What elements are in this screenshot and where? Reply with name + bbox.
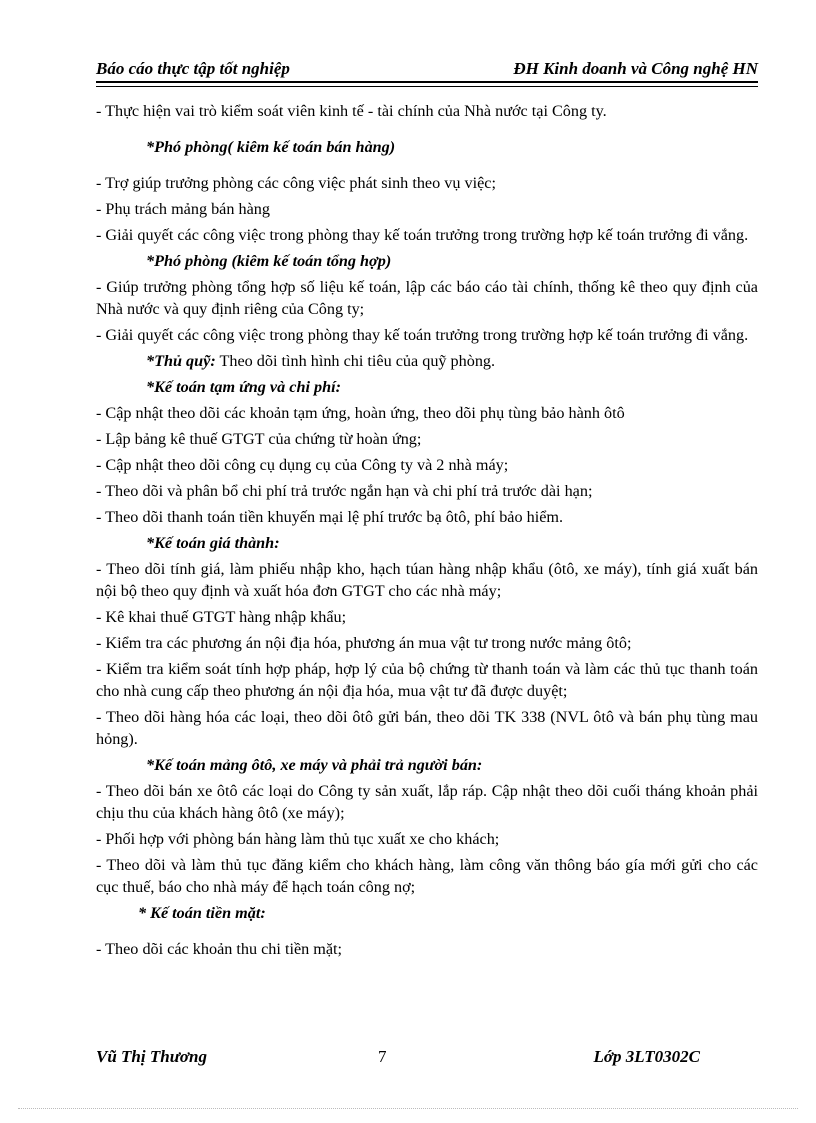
paragraph: - Cập nhật theo dõi các khoản tạm ứng, hoàn ứng, theo dõi phụ tùng bảo hành ôtô <box>96 404 625 422</box>
paragraph: - Theo dõi bán xe ôtô các loại do Công ty sản xuất, lắp ráp. Cập nhật theo dõi cuối tháng khoản phải chịu thu của khách hàng ôtô (xe máy); <box>96 782 758 822</box>
paragraph: - Phối hợp với phòng bán hàng làm thủ tục xuất xe cho khách; <box>96 830 500 848</box>
document-body <box>96 100 758 964</box>
paragraph: - Cập nhật theo dõi công cụ dụng cụ của Công ty và 2 nhà máy; <box>96 456 509 474</box>
paragraph: - Kê khai thuế GTGT hàng nhập khẩu; <box>96 608 347 626</box>
paragraph: - Theo dõi hàng hóa các loại, theo dõi ôtô gửi bán, theo dõi TK 338 (NVL ôtô và bán phụ tùng mau hỏng). <box>96 708 758 748</box>
section-heading: *Phó phòng( kiêm kế toán bán hàng) <box>146 138 396 156</box>
treasurer-text: Theo dõi tình hình chi tiêu của quỹ phòng. <box>215 352 496 370</box>
paragraph: - Trợ giúp trưởng phòng các công việc phát sinh theo vụ việc; <box>96 174 496 192</box>
paragraph: - Theo dõi thanh toán tiền khuyến mại lệ phí trước bạ ôtô, phí bảo hiểm. <box>96 508 564 526</box>
header-university: ĐH Kinh doanh và Công nghệ HN <box>513 59 758 78</box>
section-heading: *Kế toán giá thành: <box>146 534 280 552</box>
section-heading: *Phó phòng (kiêm kế toán tổng hợp) <box>146 252 392 270</box>
paragraph: - Kiểm tra kiểm soát tính hợp pháp, hợp lý của bộ chứng từ thanh toán và làm các thủ tục thanh toán cho nhà cung cấp theo phương án nội địa hóa, mua vật tư đã được duyệt; <box>96 660 758 700</box>
section-heading: *Kế toán mảng ôtô, xe máy và phải trả người bán: <box>146 756 483 774</box>
footer-page-number: 7 <box>378 1047 387 1066</box>
footer-class: Lớp 3LT0302C <box>593 1047 700 1066</box>
paragraph: - Giúp trưởng phòng tổng hợp số liệu kế toán, lập các báo cáo tài chính, thống kê theo quy định của Nhà nước và quy định riêng của Công ty; <box>96 278 758 318</box>
paragraph: - Giải quyết các công việc trong phòng thay kế toán trưởng trong trường hợp kế toán trưởng đi vắng. <box>96 326 749 344</box>
page-bottom-divider <box>18 1108 798 1109</box>
section-heading: *Kế toán tạm ứng và chi phí: <box>146 378 341 396</box>
page-header <box>96 56 758 82</box>
paragraph: - Kiểm tra các phương án nội địa hóa, phương án mua vật tư trong nước mảng ôtô; <box>96 634 632 652</box>
paragraph: - Lập bảng kê thuế GTGT của chứng từ hoàn ứng; <box>96 430 422 448</box>
header-rule-thin <box>96 86 758 87</box>
paragraph: - Giải quyết các công việc trong phòng thay kế toán trưởng trong trường hợp kế toán trưởng đi vắng. <box>96 226 749 244</box>
header-report-title: Báo cáo thực tập tốt nghiệp <box>96 59 290 78</box>
paragraph: - Thực hiện vai trò kiểm soát viên kinh tế - tài chính của Nhà nước tại Công ty. <box>96 102 607 120</box>
paragraph: - Theo dõi tính giá, làm phiếu nhập kho, hạch túan hàng nhập khẩu (ôtô, xe máy), tính giá xuất bán nội bộ theo quy định và xuất hóa đơn GTGT cho các nhà máy; <box>96 560 758 600</box>
paragraph: - Theo dõi và làm thủ tục đăng kiểm cho khách hàng, làm công văn thông báo gía mới gửi cho các cục thuế, báo cho nhà máy để hạch toán công nợ; <box>96 856 758 896</box>
paragraph: - Phụ trách mảng bán hàng <box>96 200 270 218</box>
section-heading: * Kế toán tiền mặt: <box>138 904 266 922</box>
footer-author: Vũ Thị Thương <box>96 1047 207 1066</box>
paragraph: - Theo dõi các khoản thu chi tiền mặt; <box>96 940 343 958</box>
paragraph: - Theo dõi và phân bổ chi phí trả trước ngắn hạn và chi phí trả trước dài hạn; <box>96 482 593 500</box>
treasurer-label: *Thủ quỹ: <box>146 352 216 370</box>
section-heading-treasurer <box>96 350 758 372</box>
page-footer <box>96 1044 758 1070</box>
header-rule-thick <box>96 81 758 83</box>
